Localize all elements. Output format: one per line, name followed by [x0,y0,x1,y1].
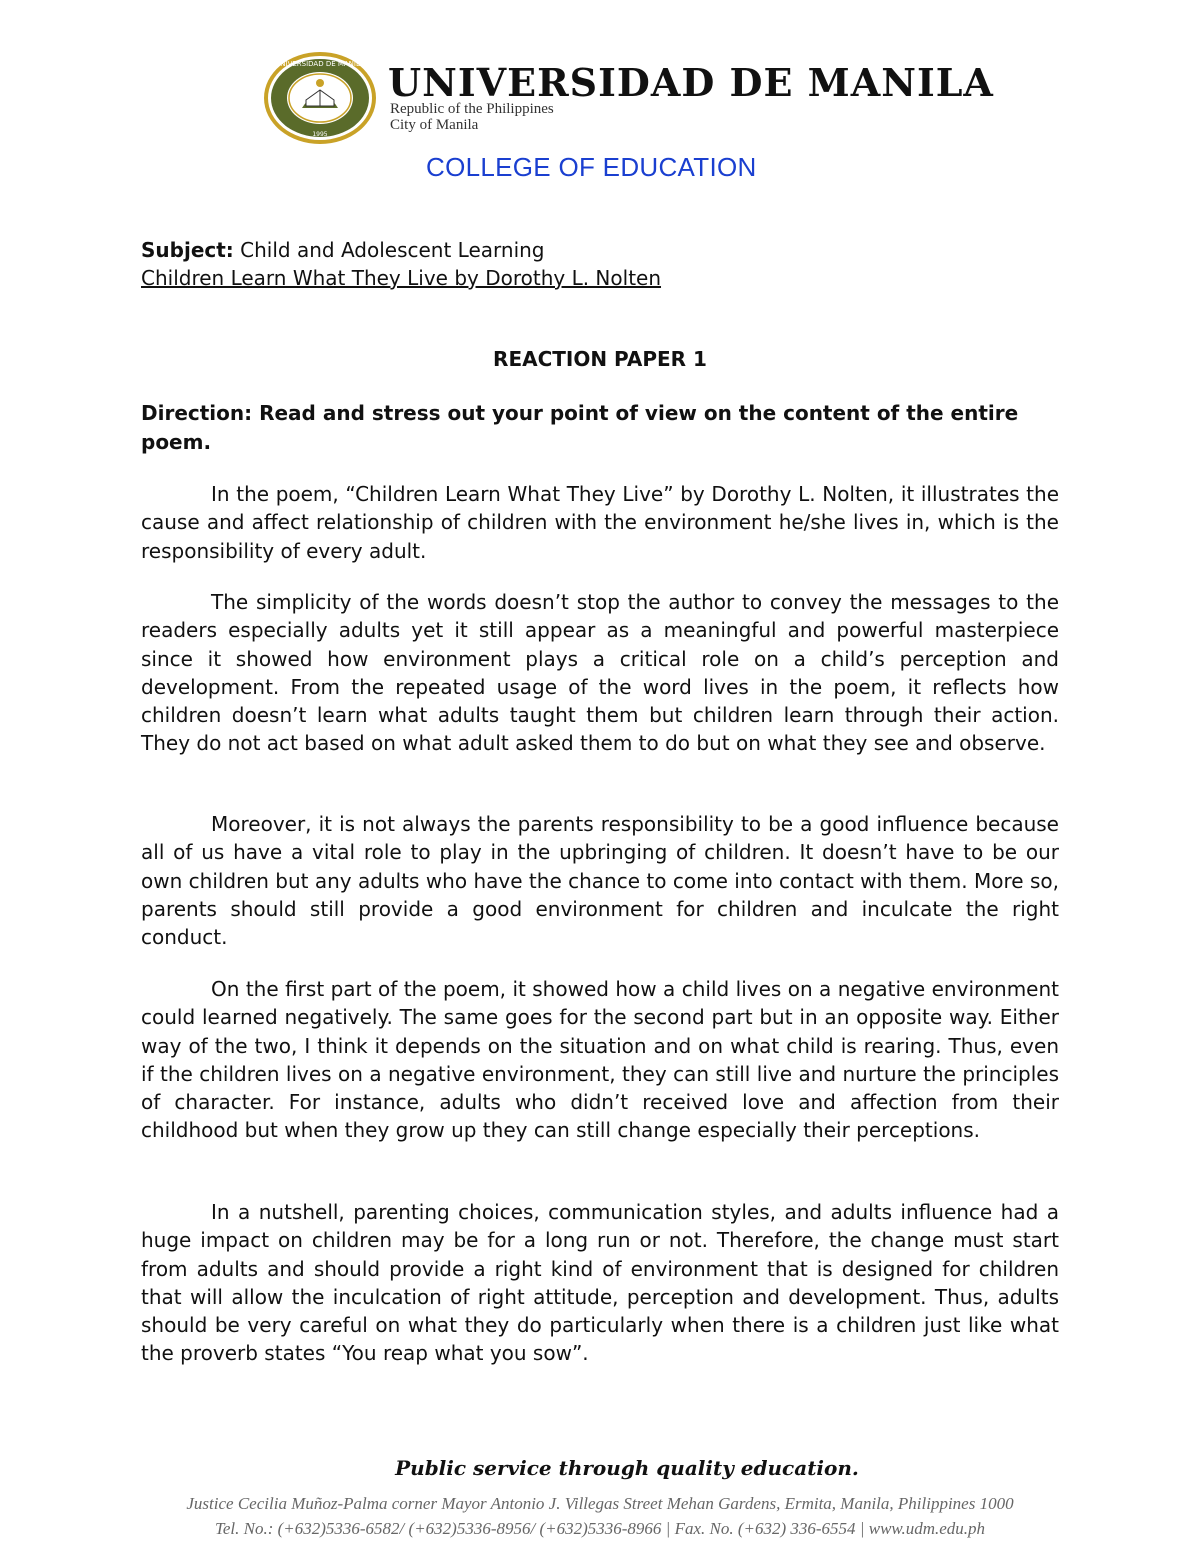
seal-text: UNIVERSIDAD DE MANILA [275,60,365,68]
republic-line: Republic of the Philippines [390,101,554,117]
university-name: UNIVERSIDAD DE MANILA [388,60,994,105]
seal-year: 1995 [312,131,328,138]
poem-reference: Children Learn What They Live by Dorothy L. Nolten [141,266,662,290]
subject-value: Child and Adolescent Learning [233,238,545,262]
university-seal-logo [262,50,378,146]
city-line: City of Manila [390,117,479,133]
footer-address: Justice Cecilia Muñoz-Palma corner Mayor Antonio J. Villegas Street Mehan Gardens, Ermita, Manila, Philippines 1000 [186,1494,1014,1513]
footer-motto: Public service through quality education. [395,1456,859,1480]
paragraph-3: Moreover, it is not always the parents responsibility to be a good influence because all of us have a vital role to play in the upbringing of children. It doesn’t have to be our own children but any adults who have the chance to come into contact with them. More so, parents should still provide a good environment for children and inculcate the right conduct. [141,812,1059,950]
footer-contact: Tel. No.: (+632)5336-6582/ (+632)5336-8956/ (+632)5336-8966 | Fax. No. (+632) 336-6554 | www.udm.edu.ph [214,1519,986,1538]
direction-text: Direction: Read and stress out your point of view on the content of the entire poem. [141,401,1019,454]
paragraph-4: On the first part of the poem, it showed how a child lives on a negative environment could learned negatively. The same goes for the second part but in an opposite way. Either way of the two, I think it depends on the situation and on what child is rearing. Thus, even if the children lives on a negative environment, they can still live and nurture the principles of character. For instance, adults who didn’t received love and affection from their childhood but when they grow up they can still change especially their perceptions. [141,977,1059,1143]
paragraph-1: In the poem, “Children Learn What They Live” by Dorothy L. Nolten, it illustrates the cause and affect relationship of children with the environment he/she lives in, which is the responsibility of every adult. [141,482,1059,563]
paragraph-5: In a nutshell, parenting choices, communication styles, and adults influence had a huge impact on children may be for a long run or not. Therefore, the change must start from adults and should provide a right kind of environment that is designed for children that will allow the inculcation of right attitude, perception and development. Thus, adults should be very careful on what they do particularly when there is a children just like what the proverb states “You reap what you sow”. [141,1200,1059,1366]
college-name: COLLEGE OF EDUCATION [426,152,757,182]
subject-label: Subject: [141,238,234,262]
subject-line [141,238,545,262]
paragraph-2: The simplicity of the words doesn’t stop the author to convey the messages to the readers especially adults yet it still appear as a meaningful and powerful masterpiece since it showed how environment plays a critical role on a child’s perception and development. From the repeated usage of the word lives in the poem, it reflects how children doesn’t learn what adults taught them but children learn through their action. They do not act based on what adult asked them to do but on what they see and observe. [141,590,1059,756]
page-title: REACTION PAPER 1 [493,347,707,371]
